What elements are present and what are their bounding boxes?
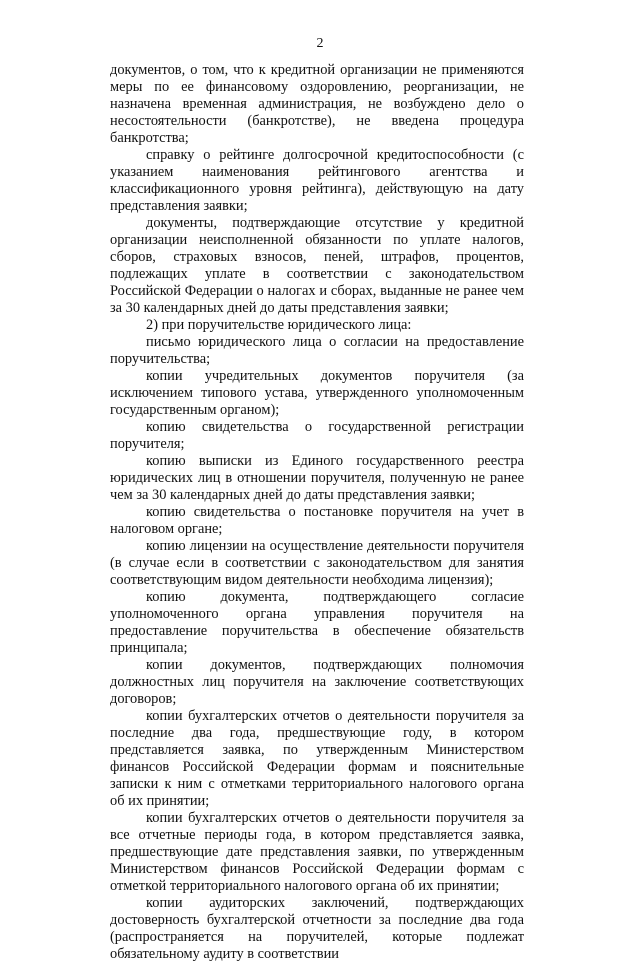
- paragraph-rating-certificate: справку о рейтинге долгосрочной кредитоспособности (с указанием наименования рейтингового агентства и классификационного уровня рейтинга), действующую на дату представления заявки;: [110, 147, 524, 214]
- paragraph-audit-reports: копии аудиторских заключений, подтверждающих достоверность бухгалтерской отчетности за последние два года (распространяется на поручителей, которые подлежат обязательному аудиту в соответствии: [110, 895, 524, 962]
- paragraph-accounting-two-years: копии бухгалтерских отчетов о деятельности поручителя за последние два года, предшествующие году, в котором представляется заявка, по утвержденным Министерством финансов Российской Федерации формам и пояснительные записки к ним с отметками территориального налогового органа об их принятии;: [110, 708, 524, 809]
- paragraph-accounting-current-year: копии бухгалтерских отчетов о деятельности поручителя за все отчетные периоды года, в котором представляется заявка, предшествующие дате представления заявки, по утвержденным Министерством финансов Российской Федерации формам с отметкой территориального налогового органа об их принятии;: [110, 810, 524, 894]
- paragraph-registration-certificate: копию свидетельства о государственной регистрации поручителя;: [110, 419, 524, 452]
- page-number: 2: [316, 36, 324, 51]
- paragraph-legal-entity-guarantee: 2) при поручительстве юридического лица:: [146, 317, 412, 333]
- paragraph-tax-documents: документы, подтверждающие отсутствие у кредитной организации неисполненной обязанности по уплате налогов, сборов, страховых взносов, пеней, штрафов, процентов, подлежащих уплате в соответствии с законодательством Российской Федерации о налогах и сборах, выданные не ранее чем за 30 календарных дней до даты представления заявки;: [110, 215, 524, 316]
- paragraph-license: копию лицензии на осуществление деятельности поручителя (в случае если в соответствии с законодательством для занятия соответствующим видом деятельности необходима лицензия);: [110, 538, 524, 588]
- paragraph-founding-documents: копии учредительных документов поручителя (за исключением типового устава, утвержденного уполномоченным государственным органом);: [110, 368, 524, 418]
- paragraph-management-consent: копию документа, подтверждающего согласие уполномоченного органа управления поручителя на предоставление поручительства в обеспечение обязательств принципала;: [110, 589, 524, 656]
- paragraph-official-authority: копии документов, подтверждающих полномочия должностных лиц поручителя на заключение соответствующих договоров;: [110, 657, 524, 707]
- paragraph-consent-letter: письмо юридического лица о согласии на предоставление поручительства;: [110, 334, 524, 367]
- paragraph-continuation: документов, о том, что к кредитной организации не применяются меры по ее финансовому оздоровлению, реорганизации, не назначена временная администрация, не возбуждено дело о несостоятельности (банкротстве), не введена процедура банкротства;: [110, 62, 524, 146]
- document-body: [110, 62, 524, 963]
- paragraph-tax-registration: копию свидетельства о постановке поручителя на учет в налоговом органе;: [110, 504, 524, 537]
- paragraph-register-extract: копию выписки из Единого государственного реестра юридических лиц в отношении поручителя, полученную не ранее чем за 30 календарных дней до даты представления заявки;: [110, 453, 524, 503]
